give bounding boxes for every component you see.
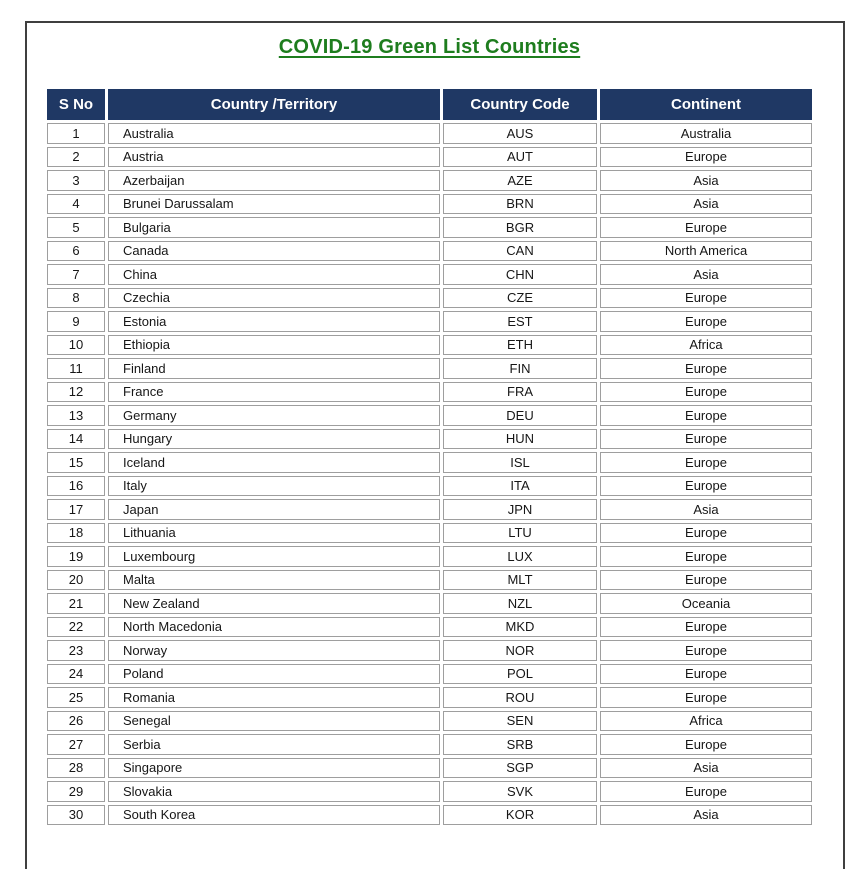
sno-cell: 15: [47, 452, 105, 473]
sno-cell: 10: [47, 335, 105, 356]
code-cell: DEU: [443, 405, 597, 426]
sno-cell: 13: [47, 405, 105, 426]
country-cell: China: [108, 264, 440, 285]
country-cell: Hungary: [108, 429, 440, 450]
table-row: [47, 546, 812, 567]
continent-cell: Australia: [600, 123, 812, 144]
continent-cell: North America: [600, 241, 812, 262]
code-cell: KOR: [443, 805, 597, 826]
sno-cell: 29: [47, 781, 105, 802]
country-cell: Finland: [108, 358, 440, 379]
table-row: [47, 640, 812, 661]
table-row: [47, 687, 812, 708]
table-row: [47, 758, 812, 779]
sno-cell: 30: [47, 805, 105, 826]
country-cell: Poland: [108, 664, 440, 685]
table-row: [47, 217, 812, 238]
table-row: [47, 523, 812, 544]
code-cell: LTU: [443, 523, 597, 544]
sno-cell: 3: [47, 170, 105, 191]
table-row: [47, 147, 812, 168]
continent-cell: Oceania: [600, 593, 812, 614]
sno-cell: 26: [47, 711, 105, 732]
table-row: [47, 452, 812, 473]
continent-cell: Europe: [600, 452, 812, 473]
code-cell: JPN: [443, 499, 597, 520]
table-row: [47, 311, 812, 332]
continent-cell: Europe: [600, 382, 812, 403]
sno-cell: 12: [47, 382, 105, 403]
code-cell: BGR: [443, 217, 597, 238]
sno-cell: 1: [47, 123, 105, 144]
code-cell: SGP: [443, 758, 597, 779]
code-cell: CAN: [443, 241, 597, 262]
sno-cell: 5: [47, 217, 105, 238]
country-cell: Japan: [108, 499, 440, 520]
code-cell: FRA: [443, 382, 597, 403]
continent-cell: Africa: [600, 335, 812, 356]
table-body: [47, 123, 812, 825]
continent-cell: Asia: [600, 758, 812, 779]
continent-cell: Africa: [600, 711, 812, 732]
country-cell: Serbia: [108, 734, 440, 755]
sno-cell: 20: [47, 570, 105, 591]
table-row: [47, 664, 812, 685]
green-list-table: [44, 86, 815, 828]
continent-cell: Europe: [600, 429, 812, 450]
table-row: [47, 194, 812, 215]
code-cell: POL: [443, 664, 597, 685]
continent-cell: Europe: [600, 288, 812, 309]
country-cell: Luxembourg: [108, 546, 440, 567]
sno-cell: 18: [47, 523, 105, 544]
country-cell: Australia: [108, 123, 440, 144]
sno-cell: 19: [47, 546, 105, 567]
country-cell: Malta: [108, 570, 440, 591]
code-cell: NOR: [443, 640, 597, 661]
country-cell: Czechia: [108, 288, 440, 309]
country-cell: Italy: [108, 476, 440, 497]
continent-cell: Europe: [600, 358, 812, 379]
table-row: [47, 476, 812, 497]
country-cell: Singapore: [108, 758, 440, 779]
sno-cell: 2: [47, 147, 105, 168]
continent-cell: Europe: [600, 523, 812, 544]
table-row: [47, 170, 812, 191]
continent-cell: Europe: [600, 687, 812, 708]
table-row: [47, 805, 812, 826]
sno-cell: 21: [47, 593, 105, 614]
country-cell: Norway: [108, 640, 440, 661]
country-cell: Slovakia: [108, 781, 440, 802]
code-cell: AUS: [443, 123, 597, 144]
continent-cell: Asia: [600, 264, 812, 285]
table-row: [47, 617, 812, 638]
table-row: [47, 264, 812, 285]
table-row: [47, 781, 812, 802]
code-cell: ITA: [443, 476, 597, 497]
code-cell: LUX: [443, 546, 597, 567]
continent-cell: Asia: [600, 170, 812, 191]
sno-cell: 11: [47, 358, 105, 379]
table-row: [47, 734, 812, 755]
sno-cell: 6: [47, 241, 105, 262]
continent-cell: Europe: [600, 664, 812, 685]
sno-cell: 25: [47, 687, 105, 708]
sno-cell: 4: [47, 194, 105, 215]
code-cell: SEN: [443, 711, 597, 732]
header-continent: Continent: [600, 89, 812, 120]
continent-cell: Europe: [600, 617, 812, 638]
country-cell: Canada: [108, 241, 440, 262]
country-cell: Brunei Darussalam: [108, 194, 440, 215]
sno-cell: 23: [47, 640, 105, 661]
continent-cell: Europe: [600, 546, 812, 567]
country-cell: New Zealand: [108, 593, 440, 614]
table-row: [47, 405, 812, 426]
continent-cell: Europe: [600, 405, 812, 426]
header-code: Country Code: [443, 89, 597, 120]
country-cell: Romania: [108, 687, 440, 708]
sno-cell: 17: [47, 499, 105, 520]
sno-cell: 27: [47, 734, 105, 755]
continent-cell: Asia: [600, 194, 812, 215]
header-country: Country /Territory: [108, 89, 440, 120]
table-row: [47, 570, 812, 591]
sno-cell: 28: [47, 758, 105, 779]
table-row: [47, 335, 812, 356]
sno-cell: 22: [47, 617, 105, 638]
table-header: [47, 89, 812, 120]
code-cell: ISL: [443, 452, 597, 473]
country-cell: Austria: [108, 147, 440, 168]
table-row: [47, 499, 812, 520]
country-cell: Azerbaijan: [108, 170, 440, 191]
sno-cell: 16: [47, 476, 105, 497]
code-cell: SVK: [443, 781, 597, 802]
country-cell: Iceland: [108, 452, 440, 473]
country-cell: Senegal: [108, 711, 440, 732]
table-row: [47, 382, 812, 403]
code-cell: MKD: [443, 617, 597, 638]
sno-cell: 14: [47, 429, 105, 450]
table-row: [47, 241, 812, 262]
header-sno: S No: [47, 89, 105, 120]
table-row: [47, 429, 812, 450]
continent-cell: Europe: [600, 734, 812, 755]
code-cell: AUT: [443, 147, 597, 168]
continent-cell: Europe: [600, 217, 812, 238]
continent-cell: Europe: [600, 311, 812, 332]
table-row: [47, 593, 812, 614]
continent-cell: Europe: [600, 570, 812, 591]
table-row: [47, 288, 812, 309]
code-cell: NZL: [443, 593, 597, 614]
code-cell: EST: [443, 311, 597, 332]
country-cell: Estonia: [108, 311, 440, 332]
table-row: [47, 123, 812, 144]
code-cell: AZE: [443, 170, 597, 191]
code-cell: CZE: [443, 288, 597, 309]
continent-cell: Asia: [600, 805, 812, 826]
country-cell: France: [108, 382, 440, 403]
code-cell: BRN: [443, 194, 597, 215]
continent-cell: Europe: [600, 781, 812, 802]
code-cell: CHN: [443, 264, 597, 285]
continent-cell: Asia: [600, 499, 812, 520]
continent-cell: Europe: [600, 476, 812, 497]
sno-cell: 8: [47, 288, 105, 309]
table-row: [47, 711, 812, 732]
code-cell: SRB: [443, 734, 597, 755]
code-cell: HUN: [443, 429, 597, 450]
continent-cell: Europe: [600, 640, 812, 661]
table-row: [47, 358, 812, 379]
sno-cell: 7: [47, 264, 105, 285]
code-cell: FIN: [443, 358, 597, 379]
country-cell: North Macedonia: [108, 617, 440, 638]
sno-cell: 24: [47, 664, 105, 685]
continent-cell: Europe: [600, 147, 812, 168]
code-cell: ETH: [443, 335, 597, 356]
sno-cell: 9: [47, 311, 105, 332]
code-cell: ROU: [443, 687, 597, 708]
country-cell: South Korea: [108, 805, 440, 826]
country-cell: Lithuania: [108, 523, 440, 544]
country-cell: Ethiopia: [108, 335, 440, 356]
page-title: COVID-19 Green List Countries: [278, 36, 581, 58]
country-cell: Germany: [108, 405, 440, 426]
table-header-row: [47, 89, 812, 120]
country-cell: Bulgaria: [108, 217, 440, 238]
code-cell: MLT: [443, 570, 597, 591]
